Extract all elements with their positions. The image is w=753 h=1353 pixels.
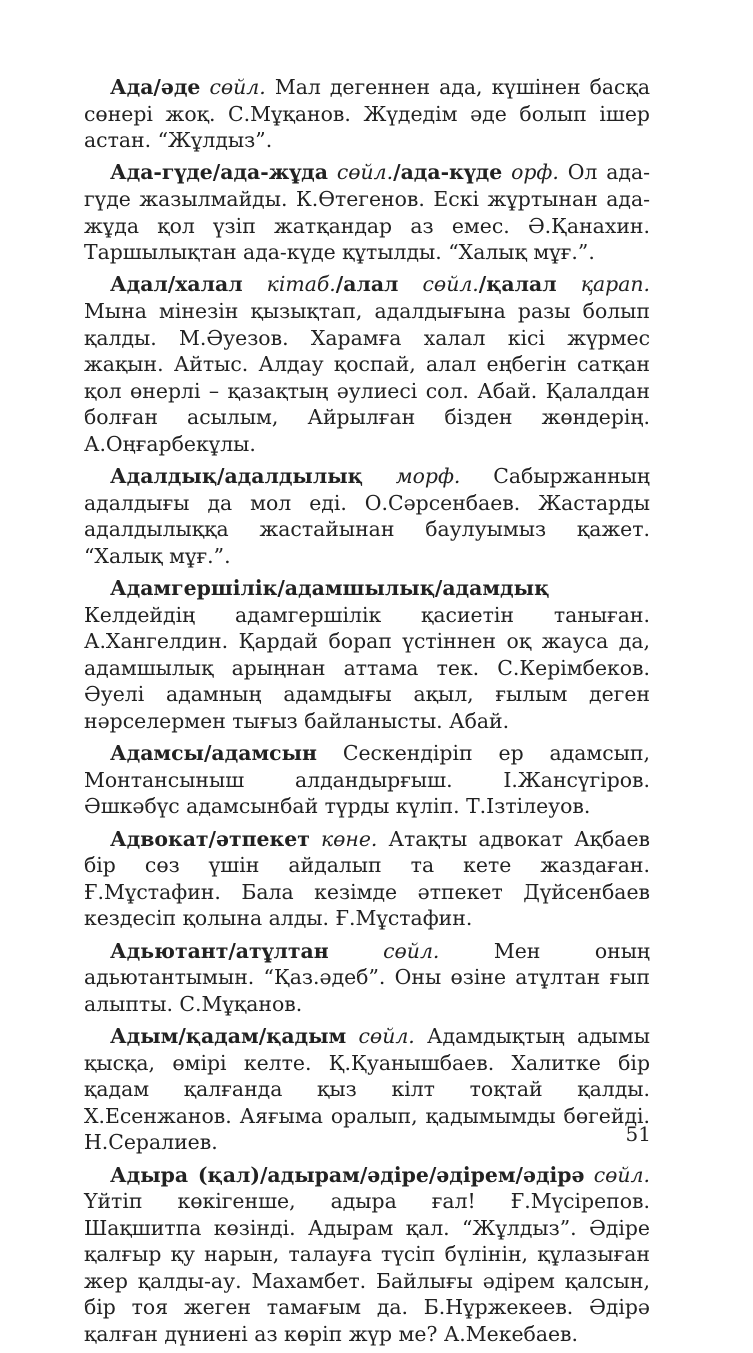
entry-text: Мына мінезін қызықтап, адалдығына разы болып қалды. М.Әуезов. Харамға халал кісі жүрмес жақын. Айтыс. Алдау қоспай, алал еңбегін сатқан қол өнерлі – қазақтың әулиесі сол. Абай. Қалалдан болған асылым, Айрылған бізден жөндерің. А.Оңғарбекұлы. [84, 298, 650, 456]
usage-label: көне. [320, 826, 378, 851]
entry-text: Сабыржанның адалдығы да мол еді. О.Сәрсенбаев. Жастарды адалдылыққа жастайынан баулуымыз қажет. “Халық мұғ.”. [84, 464, 650, 568]
headword-variant-2: /қалал [478, 272, 557, 297]
headword: Адыра (қал)/адырам/әдіре/әдірем/әдірә [110, 1162, 585, 1187]
headword: Адамгершілік/адамшылық/адамдық [110, 576, 550, 601]
entry-ada [84, 74, 650, 154]
dictionary-page-text [84, 74, 650, 1353]
headword: Адалдық/адалдылық [110, 464, 363, 489]
headword: Адал/халал [110, 272, 243, 297]
headword: Адьютант/атұлтан [110, 938, 329, 963]
headword: Адым/қадам/қадым [110, 1023, 347, 1048]
entry-adamsy [84, 740, 650, 820]
headword-variant: /алал [335, 272, 399, 297]
usage-label: сөйл. [358, 1023, 415, 1048]
headword: Адвокат/әтпекет [110, 826, 310, 851]
headword-variant: /ада-күде [393, 160, 503, 185]
entry-advokat [84, 826, 650, 932]
entry-text: Мен оның адьютантымын. “Қаз.әдеб”. Оны өзіне атұлтан ғып алыпты. С.Мұқанов. [84, 938, 651, 1016]
headword: Ада-гүде/ада-жұда [110, 160, 328, 185]
entry-adal [84, 271, 650, 457]
usage-label-variant: орф. [511, 160, 559, 185]
entry-text: Келдейдің адамгершілік қасиетін таныған. А.Хангелдин. Қардай борап үстіннен оқ жауса да, адамшылық арыңнан аттама тек. С.Керімбеков. Әуелі адамның адамдығы ақыл, ғылым деген нәрселермен тығыз байланысты. Абай. [84, 602, 650, 734]
usage-label: сөйл. [593, 1162, 650, 1187]
entry-text: Адамдықтың адымы қысқа, өмірі келте. Қ.Қуанышбаев. Халитке бір қадам қалғанда қыз кілт тоқтай қалды. Х.Есенжанов. Аяғыма оралып, қадымымды бөгейді. Н.Сералиев. [84, 1023, 650, 1155]
page-number: 51 [625, 1122, 651, 1146]
entry-text: Үйтіп көкігенше, адыра ғал! Ғ.Мүсірепов. Шақшитпа көзінді. Адырам қал. “Жұлдыз”. Әдіре қалғыр қу нарын, талауға түсіп бүлінін, құлазыған жер қалды-ау. Махамбет. Байлығы әдірем қалсын, бір тоя жеген тамағым да. Б.Нұржекеев. Әдірә қалған дүниені аз көріп жүр ме? А.Мекебаев. [84, 1189, 650, 1347]
usage-label: сөйл. [336, 160, 394, 185]
entry-adamgershilik [84, 575, 650, 735]
usage-label: сөйл. [383, 938, 440, 963]
usage-label: морф. [395, 464, 461, 489]
entry-text: Ол ада-гүде жазылмайды. К.Өтегенов. Ескі жұртынан ада-жұда қол үзіп жатқандар аз емес. Ә.Қанахин. Таршылықтан ада-күде құтылды. “Халық мұғ.”. [84, 160, 651, 265]
entry-text: Сескендіріп ер адамсып, Монтансыныш алдандырғыш. І.Жансүгіров. Әшкәбүс адамсынбай түрды күліп. Т.Ізтілеуов. [84, 741, 650, 819]
entry-adyra [84, 1162, 650, 1348]
usage-label-variant: сөйл. [422, 272, 479, 297]
usage-label-variant-2: қарап. [580, 272, 650, 297]
usage-label: кітаб. [266, 272, 336, 297]
headword: Адамсы/адамсын [110, 741, 317, 766]
entry-text: Мал дегеннен ада, күшінен басқа сөнері жоқ. С.Мұқанов. Жүдедім әде болып ішер астан. “Жұлдыз”. [84, 75, 650, 153]
entry-adyutant [84, 938, 650, 1018]
entry-text: Атақты адвокат Ақбаев бір сөз үшін айдалып та кете жаздаған. Ғ.Мұстафин. Бала кезімде әтпекет Дүйсенбаев кездесіп қолына алды. Ғ.Мұстафин. [84, 826, 650, 931]
entry-ada-gude [84, 159, 650, 265]
entry-adaldyk [84, 463, 650, 569]
entry-adym [84, 1023, 650, 1156]
headword: Ада/әде [110, 75, 201, 99]
usage-label: сөйл. [209, 75, 266, 99]
